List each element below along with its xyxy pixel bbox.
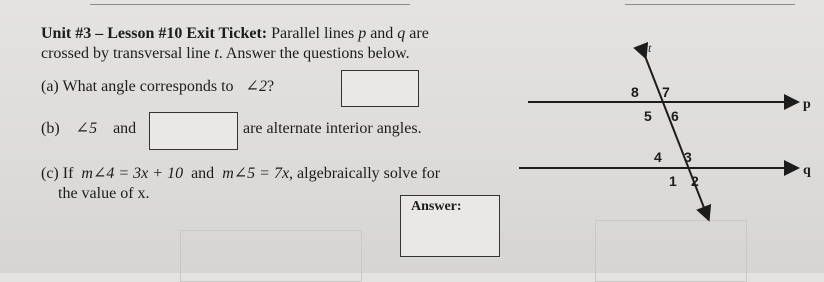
- angle-label-6: 6: [671, 108, 679, 124]
- label-q: q: [803, 163, 811, 178]
- question-c: (c) If m∠4 = 3x + 10 and m∠5 = 7x, algebraically solve for: [41, 165, 441, 182]
- header-line-2: crossed by transversal line t. Answer the questions below.: [41, 45, 410, 62]
- angle-label-5: 5: [644, 108, 652, 124]
- angle-2: ∠2: [245, 78, 267, 95]
- question-c-line-2: the value of x.: [58, 185, 150, 202]
- question-a: (a) What angle corresponds to ∠2?: [41, 78, 275, 95]
- line-t: [645, 56, 708, 218]
- question-b-prefix: (b) ∠5 and: [41, 120, 137, 137]
- angle-label-1: 1: [669, 173, 677, 189]
- header-title: Unit #3 – Lesson #10 Exit Ticket:: [41, 25, 268, 42]
- angle-label-7: 7: [662, 84, 670, 100]
- angle-5: ∠5: [75, 120, 98, 137]
- header-line-1: Unit #3 – Lesson #10 Exit Ticket: Parallel lines p and q are: [41, 25, 429, 42]
- answer-label: Answer:: [411, 199, 462, 214]
- angle-label-4: 4: [654, 149, 662, 165]
- equation-angle-5: m∠5 = 7x: [222, 165, 290, 182]
- label-p: p: [803, 97, 811, 112]
- angle-label-3: 3: [684, 149, 692, 165]
- label-t: t: [648, 41, 652, 55]
- angle-label-8: 8: [631, 84, 639, 100]
- question-b-suffix: are alternate interior angles.: [243, 120, 422, 137]
- equation-angle-4: m∠4 = 3x + 10: [81, 165, 184, 182]
- angle-label-2: 2: [691, 173, 699, 189]
